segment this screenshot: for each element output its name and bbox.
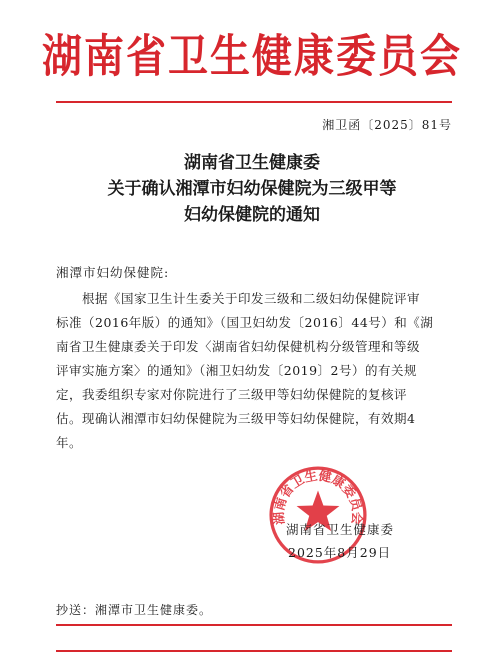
title-line-1: 湖南省卫生健康委	[184, 153, 320, 173]
body-line: 年。	[56, 435, 83, 450]
document-title	[0, 150, 504, 228]
footer-rule-top	[56, 624, 452, 626]
body-line: 根据《国家卫生计生委关于印发三级和二级妇幼保健院评审	[82, 291, 421, 306]
salutation: 湘潭市妇幼保健院:	[56, 265, 170, 280]
body-paragraph	[56, 287, 452, 455]
document-number: 湘卫函〔2025〕81号	[322, 118, 452, 132]
red-header-rule	[56, 101, 452, 103]
body-line: 标准（2016年版）的通知》（国卫妇幼发〔2016〕44号）和《湖	[56, 315, 434, 330]
body-line: 评审实施方案〉的通知》（湘卫妇幼发〔2019〕2号）的有关规	[56, 363, 418, 378]
body-line: 南省卫生健康委关于印发〈湖南省妇幼保健机构分级管理和等级	[56, 339, 421, 354]
title-line-3: 妇幼保健院的通知	[184, 205, 320, 225]
copy-to-line: 抄送：湘潭市卫生健康委。	[56, 603, 213, 617]
issue-date: 2025年8月29日	[288, 545, 392, 560]
svg-text:湖南省卫生健康委员会: 湖南省卫生健康委员会	[271, 468, 365, 526]
footer-rule-bottom	[56, 650, 452, 652]
issuing-authority-masthead: 湖南省卫生健康委员会	[42, 31, 462, 83]
body-line: 估。现确认湘潭市妇幼保健院为三级甲等妇幼保健院，有效期4	[56, 411, 416, 426]
title-line-2: 关于确认湘潭市妇幼保健院为三级甲等	[107, 179, 397, 199]
body-line: 定，我委组织专家对你院进行了三级甲等妇幼保健院的复核评	[56, 387, 408, 402]
signer-name: 湖南省卫生健康委	[286, 522, 395, 537]
